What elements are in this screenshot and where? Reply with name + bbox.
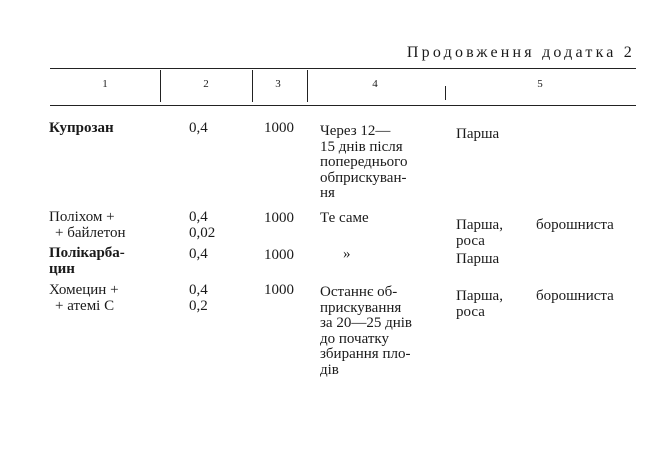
timing-line: попереднього [320,154,408,170]
disease-line: Парша, [456,217,503,233]
preparation-name [49,210,126,241]
header-separator-1 [160,70,161,102]
disease-line: роса [456,303,485,320]
preparation-name [49,246,125,277]
name-line: Хомецин + [49,282,119,298]
dose-line: 0,2 [189,297,208,314]
disease-line: роса [456,232,485,249]
header-col-1: 1 [102,78,108,90]
timing-line: збирання пло- [320,346,411,362]
volume-value: 1000 [264,120,294,136]
preparation-name: Купрозан [49,120,114,136]
header-separator-2 [252,70,253,102]
name-line: Полікарба- [49,245,125,261]
header-bottom-rule [50,105,636,106]
header-col-2: 2 [203,78,209,90]
header-col-4: 4 [372,78,378,90]
dose-value [189,283,208,314]
preparation-name [49,283,119,314]
volume-value: 1000 [264,247,294,263]
name-line: цин [49,260,75,277]
name-line: Поліхом + [49,209,115,225]
dose-value [189,210,215,241]
timing-line: до початку [320,330,389,347]
timing-line: дів [320,361,339,378]
disease-text [456,289,503,320]
timing-line: обприскуван- [320,169,407,186]
dose-line: 0,02 [189,224,216,241]
timing-line: Останнє об- [320,284,398,300]
disease-extra: борошниста [536,217,614,233]
header-col-3: 3 [275,78,281,90]
dose-value: 0,4 [189,120,208,136]
timing-text: » [343,246,351,262]
dose-value: 0,4 [189,246,208,262]
disease-line: Парша, [456,288,503,304]
header-top-rule [50,68,636,69]
header-col-5: 5 [537,78,543,90]
header-separator-3 [307,70,308,102]
name-line: + атемі С [55,297,115,314]
timing-line: Через 12— [320,123,391,139]
volume-value: 1000 [264,282,294,298]
dose-line: 0,4 [189,282,208,298]
dose-line: 0,4 [189,209,208,225]
timing-line: прискування [320,299,402,316]
timing-line: ня [320,185,335,201]
disease-text [456,218,503,249]
timing-text: Те саме [320,210,369,226]
disease-text: Парша [456,251,500,267]
disease-extra: борошниста [536,288,614,304]
timing-text [320,285,412,378]
timing-line: за 20—25 днів [320,315,412,331]
volume-value: 1000 [264,210,294,226]
table-caption: Продовження додатка 2 [406,44,635,61]
header-separator-4 [445,86,446,100]
timing-text [320,124,407,202]
timing-line: 15 днів після [320,138,403,155]
disease-text: Парша [456,126,500,142]
name-line: + байлетон [55,224,126,241]
